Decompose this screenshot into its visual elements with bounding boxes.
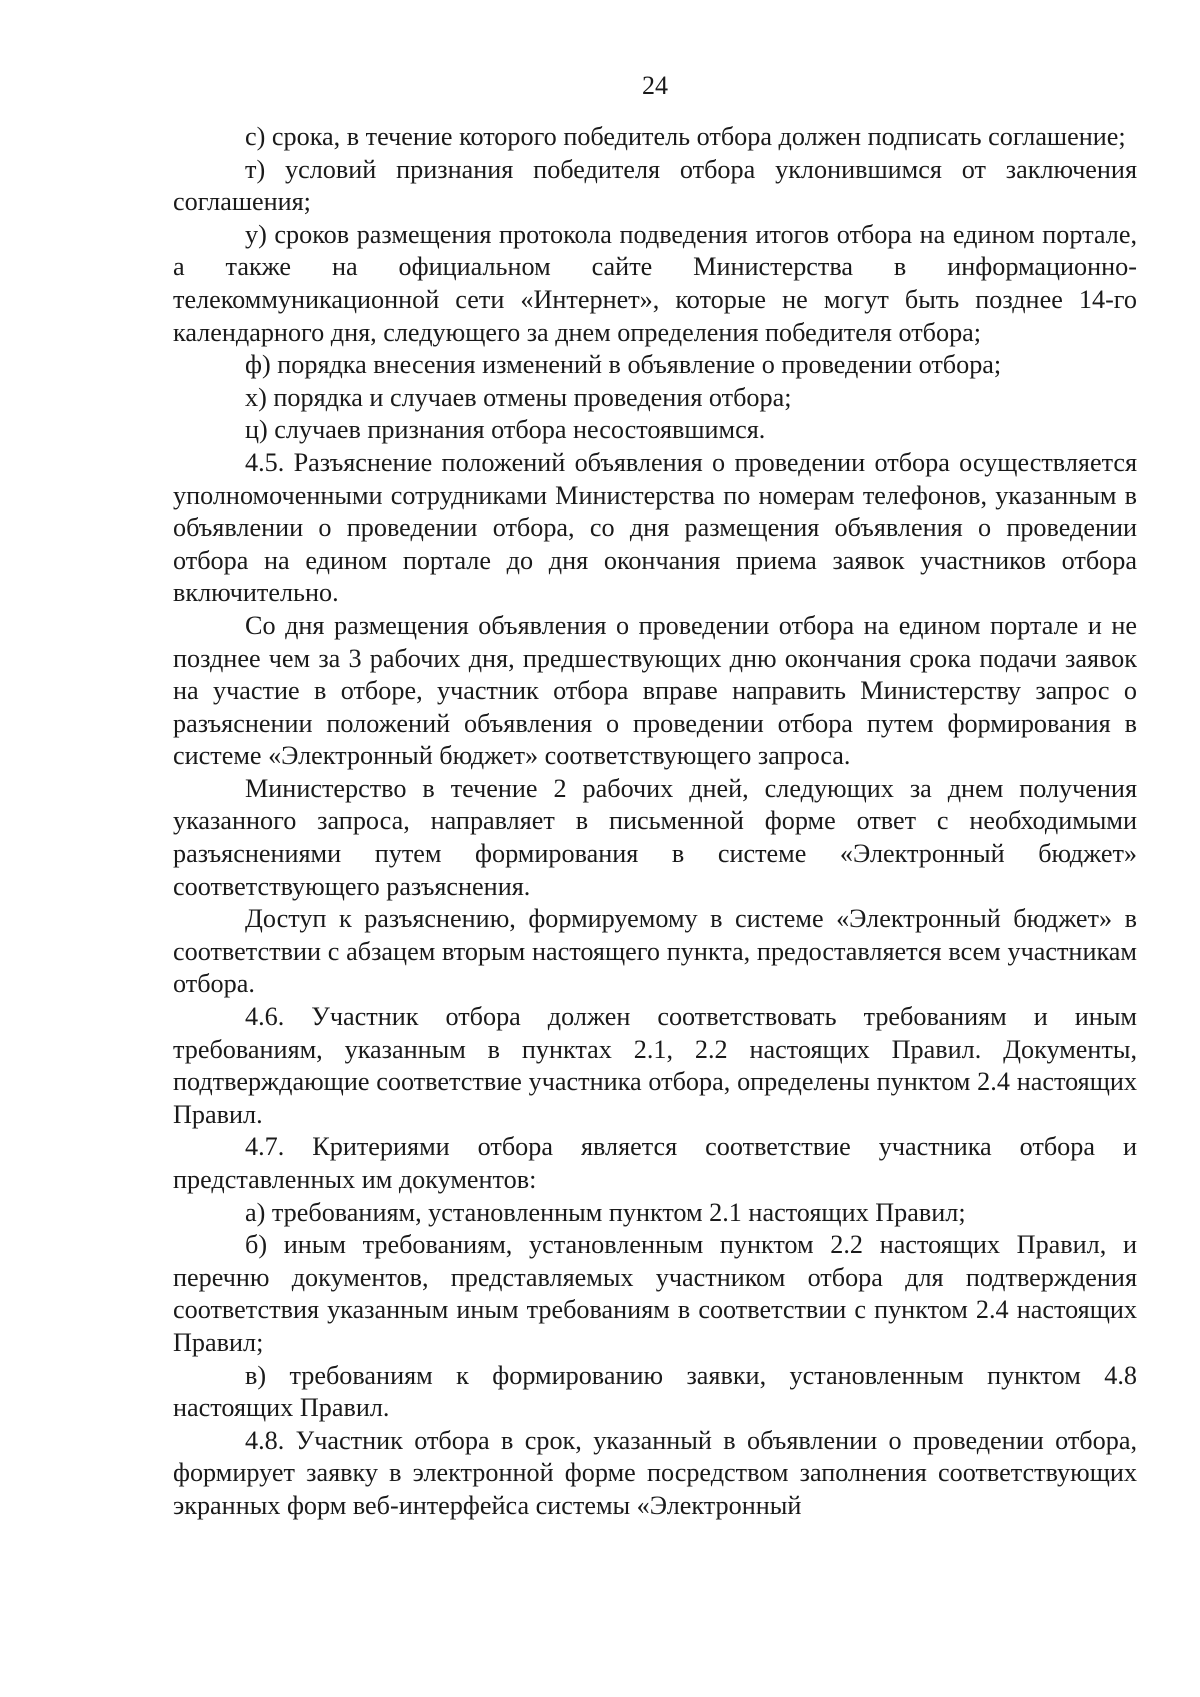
paragraph-item-ts: ц) случаев признания отбора несостоявшимся. [245, 415, 766, 445]
paragraph-criteria-a: а) требованиям, установленным пунктом 2.1 настоящих Правил; [245, 1197, 966, 1227]
paragraph-item-kh: х) порядка и случаев отмены проведения отбора; [245, 382, 792, 412]
paragraph-item-f: ф) порядка внесения изменений в объявление о проведении отбора; [245, 350, 1002, 380]
paragraph-item-s: с) срока, в течение которого победитель отбора должен подписать соглашение; [245, 122, 1126, 151]
paragraph-ministry-response: Министерство в течение 2 рабочих дней, следующих за днем получения указанного запроса, направляет в письменной форме ответ с необходимыми разъяснениями путем формирования в системе «Электронный бюджет» соответствующего разъяснения. [173, 773, 1137, 901]
paragraph-section-4-5: 4.5. Разъяснение положений объявления о проведении отбора осуществляется уполномоченными сотрудниками Министерства по номерам телефонов, указанным в объявлении о проведении отбора, со дня размещения объявления о проведении отбора на едином портале до дня окончания приема заявок участников отбора включительно. [173, 447, 1137, 608]
paragraph-criteria-v: в) требованиям к формированию заявки, установленным пунктом 4.8 настоящих Правил. [173, 1360, 1137, 1423]
paragraph-section-4-6: 4.6. Участник отбора должен соответствовать требованиям и иным требованиям, указанным в пунктах 2.1, 2.2 настоящих Правил. Документы, подтверждающие соответствие участника отбора, определены пунктом 2.4 настоящих Правил. [173, 1002, 1137, 1129]
paragraph-criteria-b: б) иным требованиям, установленным пунктом 2.2 настоящих Правил, и перечню документов, представляемых участником отбора для подтверждения соответствия указанным иным требованиям в соответствии с пунктом 2.4 настоящих Правил; [173, 1230, 1137, 1357]
paragraph-request-clarification: Со дня размещения объявления о проведении отбора на едином портале и не позднее чем за 3 рабочих дня, предшествующих дню окончания срока подачи заявок на участие в отборе, участник отбора вправе направить Министерству запрос о разъяснении положений объявления о проведении отбора путем формирования в системе «Электронный бюджет» соответствующего запроса. [173, 610, 1137, 771]
paragraph-item-t: т) условий признания победителя отбора уклонившимся от заключения соглашения; [173, 154, 1137, 217]
page-number: 24 [642, 71, 668, 100]
paragraph-section-4-8: 4.8. Участник отбора в срок, указанный в объявлении о проведении отбора, формирует заявку в электронной форме посредством заполнения соответствующих экранных форм веб-интерфейса системы «Электронный [173, 1425, 1137, 1520]
paragraph-section-4-7: 4.7. Критериями отбора является соответствие участника отбора и представленных им документов: [173, 1132, 1137, 1194]
document-body [173, 121, 1137, 1523]
paragraph-clarification-access: Доступ к разъяснению, формируемому в системе «Электронный бюджет» в соответствии с абзацем вторым настоящего пункта, предоставляется всем участникам отбора. [173, 904, 1137, 999]
paragraph-item-u: у) сроков размещения протокола подведения итогов отбора на едином портале, а также на официальном сайте Министерства в информационно-телекоммуникационной сети «Интернет», которые не могут быть позднее 14-го календарного дня, следующего за днем определения победителя отбора; [173, 219, 1137, 347]
